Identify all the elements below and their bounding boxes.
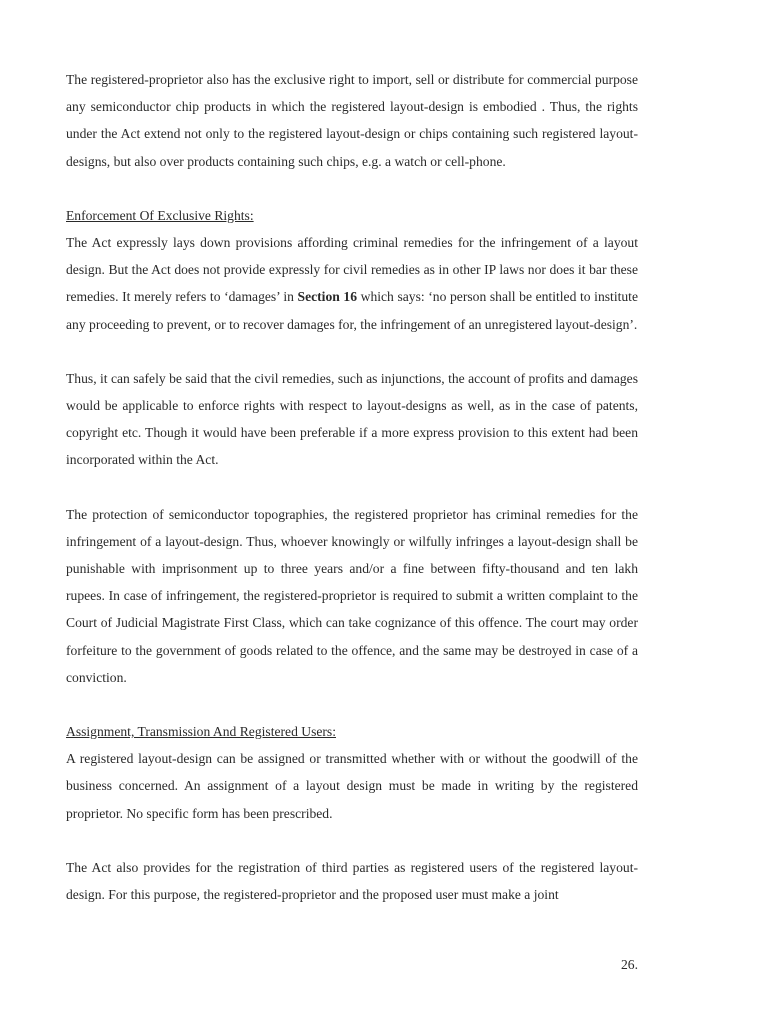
heading-assignment: Assignment, Transmission And Registered Users: [66,724,336,740]
paragraph-criminal-remedies: The protection of semiconductor topographies, the registered proprietor has criminal remedies for the infringement of a layout-design. Thus, whoever knowingly or wilfully infringes a layout-design shall be punishable with imprisonment up to three years and/or a fine between fifty-thousand and ten lakh rupees. In case of infringement, the registered-proprietor is required to submit a written complaint to the Court of Judicial Magistrate First Class, which can take cognizance of this offence. The court may order forfeiture to the government of goods related to the offence, and the same may be destroyed in case of a conviction. [66,506,638,685]
paragraph-registered-users: The Act also provides for the registration of third parties as registered users of the registered layout-design. For this purpose, the registered-proprietor and the proposed user must make a joint [66,859,638,903]
paragraph-enforcement-text-b: which says: ‘no person shall be entitled to institute any proceeding to prevent, or to recover damages for, the infringement of an unregistered layout-design’. [66,289,638,332]
paragraph-gap [66,175,638,202]
paragraph-gap [66,691,638,718]
page-number: 26. [621,957,638,972]
paragraph-gap [66,827,638,854]
paragraph-gap [66,474,638,501]
paragraph-enforcement-text-a: The Act expressly lays down provisions affording criminal remedies for the infringement of a layout design. But the Act does not provide expressly for civil remedies as in other IP laws nor does it bar these remedies. It merely refers to ‘damages’ in [66,235,638,305]
paragraph-exclusive-rights: The registered-proprietor also has the exclusive right to import, sell or distribute for commercial purpose any semiconductor chip products in which the registered layout-design is embodied . Thus, the rights under the Act extend not only to the registered layout-design or chips containing such registered layout-designs, but also over products containing such chips, e.g. a watch or cell-phone. [66,72,638,169]
paragraph-assignment: A registered layout-design can be assigned or transmitted whether with or without the goodwill of the business concerned. An assignment of a layout design must be made in writing by the registered proprietor. No specific form has been prescribed. [66,751,638,821]
paragraph-enforcement [66,229,638,338]
paragraph-gap [66,338,638,365]
heading-enforcement: Enforcement Of Exclusive Rights: [66,207,254,223]
section-reference: Section 16 [297,289,358,305]
document-page [66,66,638,908]
paragraph-civil-remedies: Thus, it can safely be said that the civil remedies, such as injunctions, the account of profits and damages would be applicable to enforce rights with respect to layout-designs as well, as in the case of patents, copyright etc. Though it would have been preferable if a more express provision to this extent had been incorporated within the Act. [66,370,638,468]
